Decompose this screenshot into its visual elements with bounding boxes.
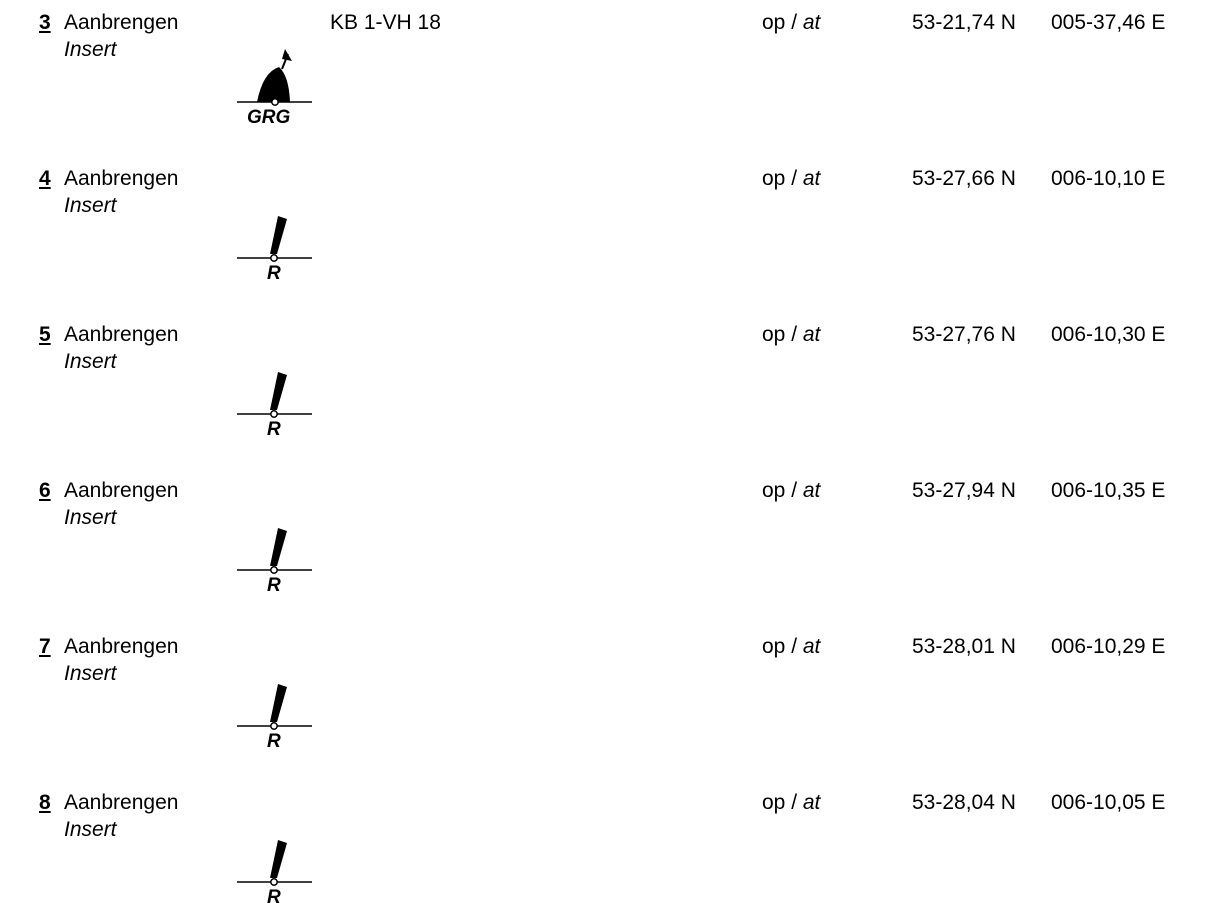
latitude: 53-21,74 N (912, 11, 1016, 34)
preposition-en: at (802, 479, 821, 502)
longitude: 006-10,29 E (1051, 635, 1166, 658)
action-label: Aanbrengen (64, 635, 179, 658)
action-label: Aanbrengen (64, 11, 179, 34)
preposition-nl: op (762, 635, 786, 658)
entry-number: 8 (39, 791, 51, 814)
preposition (762, 478, 820, 504)
chart-symbol (230, 194, 320, 298)
chart-symbol (230, 818, 320, 903)
preposition-separator: / (785, 791, 803, 814)
symbol-label: R (267, 731, 281, 752)
preposition-separator: / (785, 635, 803, 658)
latitude: 53-27,66 N (912, 167, 1016, 190)
symbol-label: R (267, 575, 281, 596)
preposition (762, 790, 820, 816)
chart-symbol (230, 506, 320, 610)
preposition-nl: op (762, 167, 786, 190)
preposition (762, 322, 820, 348)
action-label-en: Insert (64, 818, 117, 841)
preposition-nl: op (762, 791, 786, 814)
notice-entry (0, 322, 1219, 452)
chart-symbol (230, 350, 320, 454)
action-label: Aanbrengen (64, 479, 179, 502)
symbol-label: R (267, 263, 281, 284)
preposition (762, 166, 820, 192)
preposition-nl: op (762, 323, 786, 346)
preposition (762, 634, 820, 660)
longitude: 005-37,46 E (1051, 11, 1166, 34)
preposition-separator: / (785, 11, 803, 34)
preposition-separator: / (785, 479, 803, 502)
preposition-en: at (802, 323, 821, 346)
entry-number: 4 (39, 167, 51, 190)
longitude: 006-10,05 E (1051, 791, 1166, 814)
preposition-en: at (802, 11, 821, 34)
symbol-label: R (267, 887, 281, 903)
entry-number: 7 (39, 635, 51, 658)
notice-entry (0, 478, 1219, 608)
preposition-nl: op (762, 479, 786, 502)
notice-entry (0, 790, 1219, 903)
preposition-en: at (802, 791, 821, 814)
action-label-en: Insert (64, 38, 117, 61)
longitude: 006-10,10 E (1051, 167, 1166, 190)
entry-number: 3 (39, 11, 51, 34)
preposition-separator: / (785, 323, 803, 346)
latitude: 53-27,94 N (912, 479, 1016, 502)
action-label-en: Insert (64, 350, 117, 373)
latitude: 53-28,01 N (912, 635, 1016, 658)
symbol-label: R (267, 419, 281, 440)
chart-symbol (230, 662, 320, 766)
action-label: Aanbrengen (64, 167, 179, 190)
notice-entry (0, 10, 1219, 140)
longitude: 006-10,30 E (1051, 323, 1166, 346)
notice-entry (0, 166, 1219, 296)
action-label-en: Insert (64, 194, 117, 217)
symbol-label: GRG (247, 107, 291, 128)
preposition-en: at (802, 167, 821, 190)
entry-number: 5 (39, 323, 51, 346)
action-label: Aanbrengen (64, 323, 179, 346)
action-label: Aanbrengen (64, 791, 179, 814)
action-label-en: Insert (64, 506, 117, 529)
preposition-en: at (802, 635, 821, 658)
preposition-separator: / (785, 167, 803, 190)
entry-number: 6 (39, 479, 51, 502)
chart-symbol (230, 38, 320, 142)
preposition-nl: op (762, 11, 786, 34)
action-label-en: Insert (64, 662, 117, 685)
preposition (762, 10, 820, 36)
longitude: 006-10,35 E (1051, 479, 1166, 502)
notice-entry (0, 634, 1219, 764)
latitude: 53-27,76 N (912, 323, 1016, 346)
object-name: KB 1-VH 18 (330, 11, 441, 34)
latitude: 53-28,04 N (912, 791, 1016, 814)
